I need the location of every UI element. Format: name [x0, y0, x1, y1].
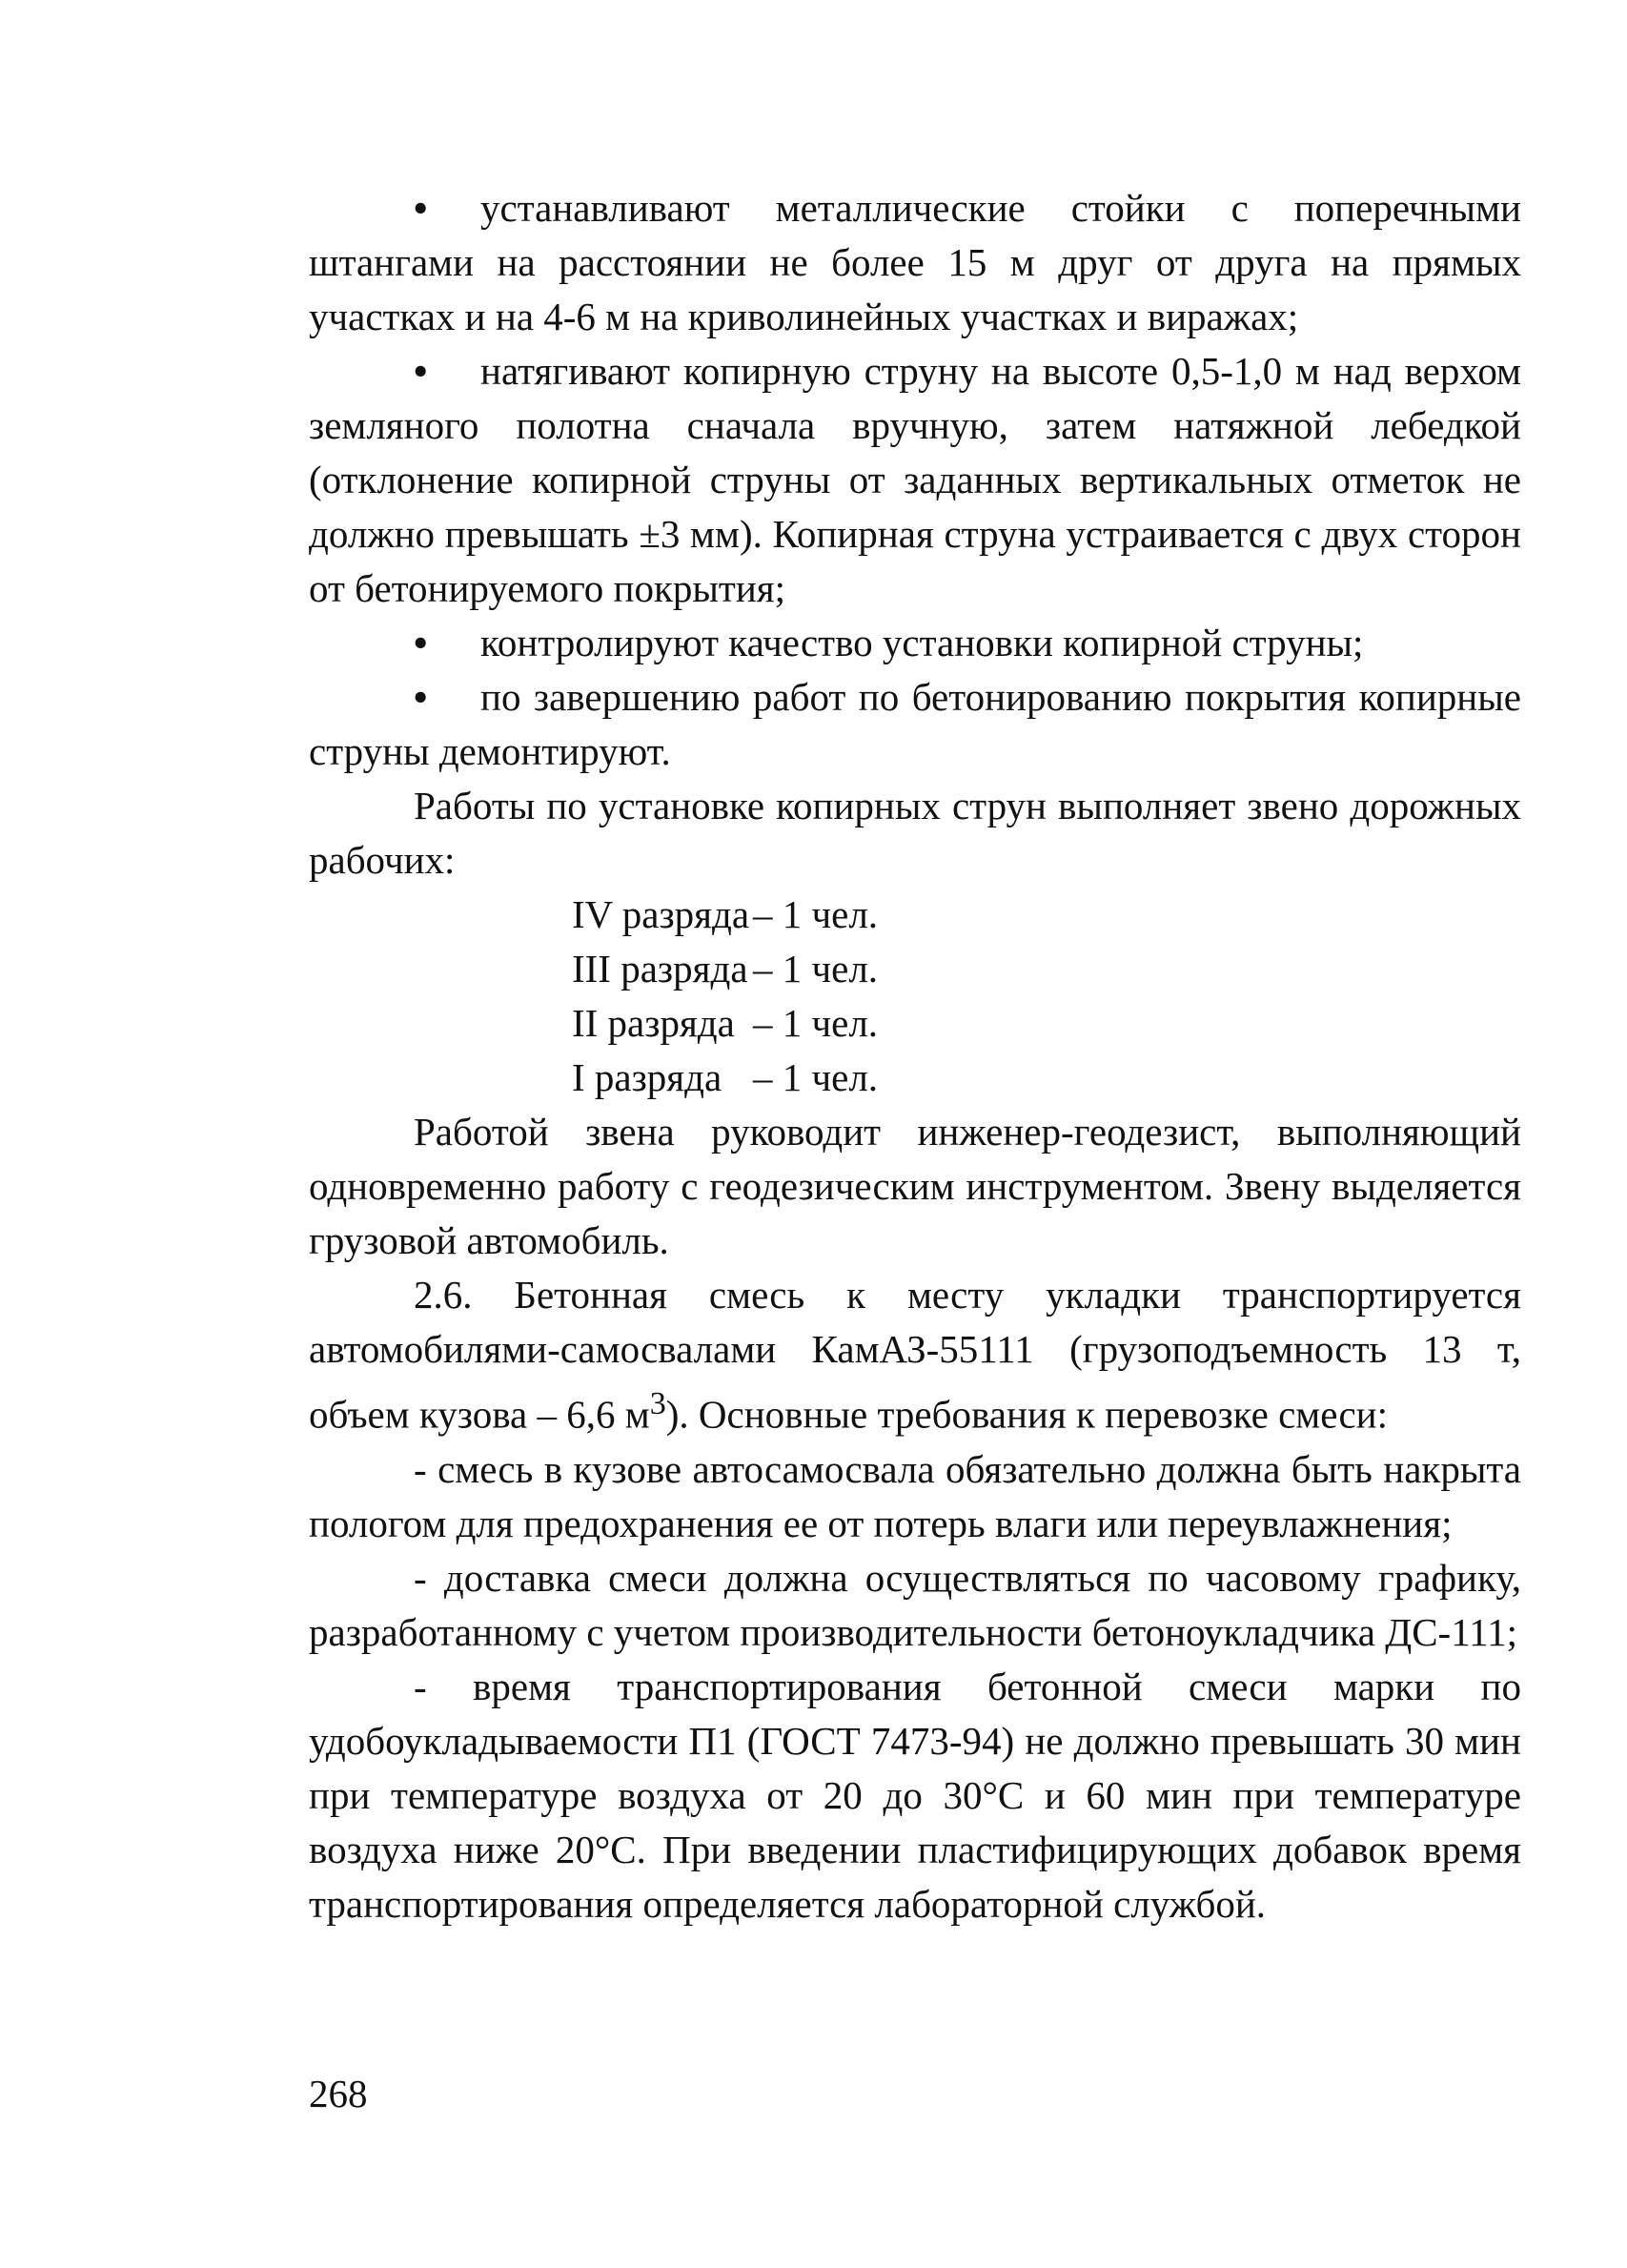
crew-row [572, 996, 1521, 1051]
page-number: 268 [309, 2072, 368, 2115]
bullet-item [309, 344, 1521, 616]
bullet-icon: • [414, 186, 428, 230]
requirement-item: - доставка смеси должна осуществляться по часовому графику, разработанному с учетом производительности бетоноукладчика ДС-111; [309, 1555, 1521, 1654]
bullet-item [309, 670, 1521, 779]
crew-row [572, 888, 1521, 942]
crew-row [572, 1051, 1521, 1105]
crew-row [572, 942, 1521, 996]
bullet-icon: • [414, 675, 428, 719]
section-2-6-paragraph [309, 1268, 1521, 1442]
bullet-item [309, 181, 1521, 344]
crew-count: – 1 чел. [753, 892, 879, 936]
requirement-item: - время транспортирования бетонной смеси марки по удобоукладываемости П1 (ГОСТ 7473-94) не должно превышать 30 мин при температуре воздуха от 20 до 30°С и 60 мин при температуре воздуха ниже 20°С. При введении пластифицирующих добавок время транспортирования определяется лабораторной службой. [309, 1664, 1521, 1926]
bullet-text: натягивают копирную струну на высоте 0,5-1,0 м над верхом земляного полотна сначала вручную, затем натяжной лебедкой (отклонение копирной струны от заданных вертикальных отметок не должно превышать ±3 мм). Копирная струна устраивается с двух сторон от бетонируемого покрытия; [309, 349, 1521, 610]
section-2-6-text: 2.6. Бетонная смесь к месту укладки транспортируется автомобилями-самосвалами КамАЗ-55111 (грузоподъемность 13 т, объем кузова – 6,6 м [309, 1273, 1521, 1437]
bullet-item [309, 616, 1521, 670]
page-body [309, 181, 1521, 1931]
crew-lead-paragraph: Работой звена руководит инженер-геодезист, выполняющий одновременно работу с геодезическим инструментом. Звену выделяется грузовой автомобиль. [309, 1110, 1521, 1262]
bullet-icon: • [414, 621, 428, 664]
crew-intro-paragraph: Работы по установке копирных струн выполняет звено дорожных рабочих: [309, 784, 1521, 882]
bullet-text: контролируют качество установки копирной струны; [480, 621, 1364, 664]
crew-grade: I разряда [572, 1055, 722, 1099]
crew-count: – 1 чел. [753, 1055, 879, 1099]
requirement-item: - смесь в кузове автосамосвала обязательно должна быть накрыта пологом для предохранения ее от потерь влаги или переувлажнения; [309, 1446, 1521, 1545]
superscript-3: 3 [649, 1386, 666, 1421]
crew-count: – 1 чел. [753, 1001, 879, 1045]
crew-grade: III разряда [572, 947, 748, 991]
crew-count: – 1 чел. [753, 947, 879, 991]
bullet-text: устанавливают металлические стойки с поперечными штангами на расстоянии не более 15 м друг от друга на прямых участках и на 4-6 м на криволинейных участках и виражах; [309, 186, 1521, 338]
crew-grade: IV разряда [572, 892, 750, 936]
crew-list [309, 888, 1521, 1105]
bullet-text: по завершению работ по бетонированию покрытия копирные струны демонтируют. [309, 675, 1521, 773]
bullet-icon: • [414, 349, 428, 393]
crew-grade: II разряда [572, 1001, 735, 1045]
section-2-6-text-end: ). Основные требования к перевозке смеси: [665, 1392, 1388, 1437]
